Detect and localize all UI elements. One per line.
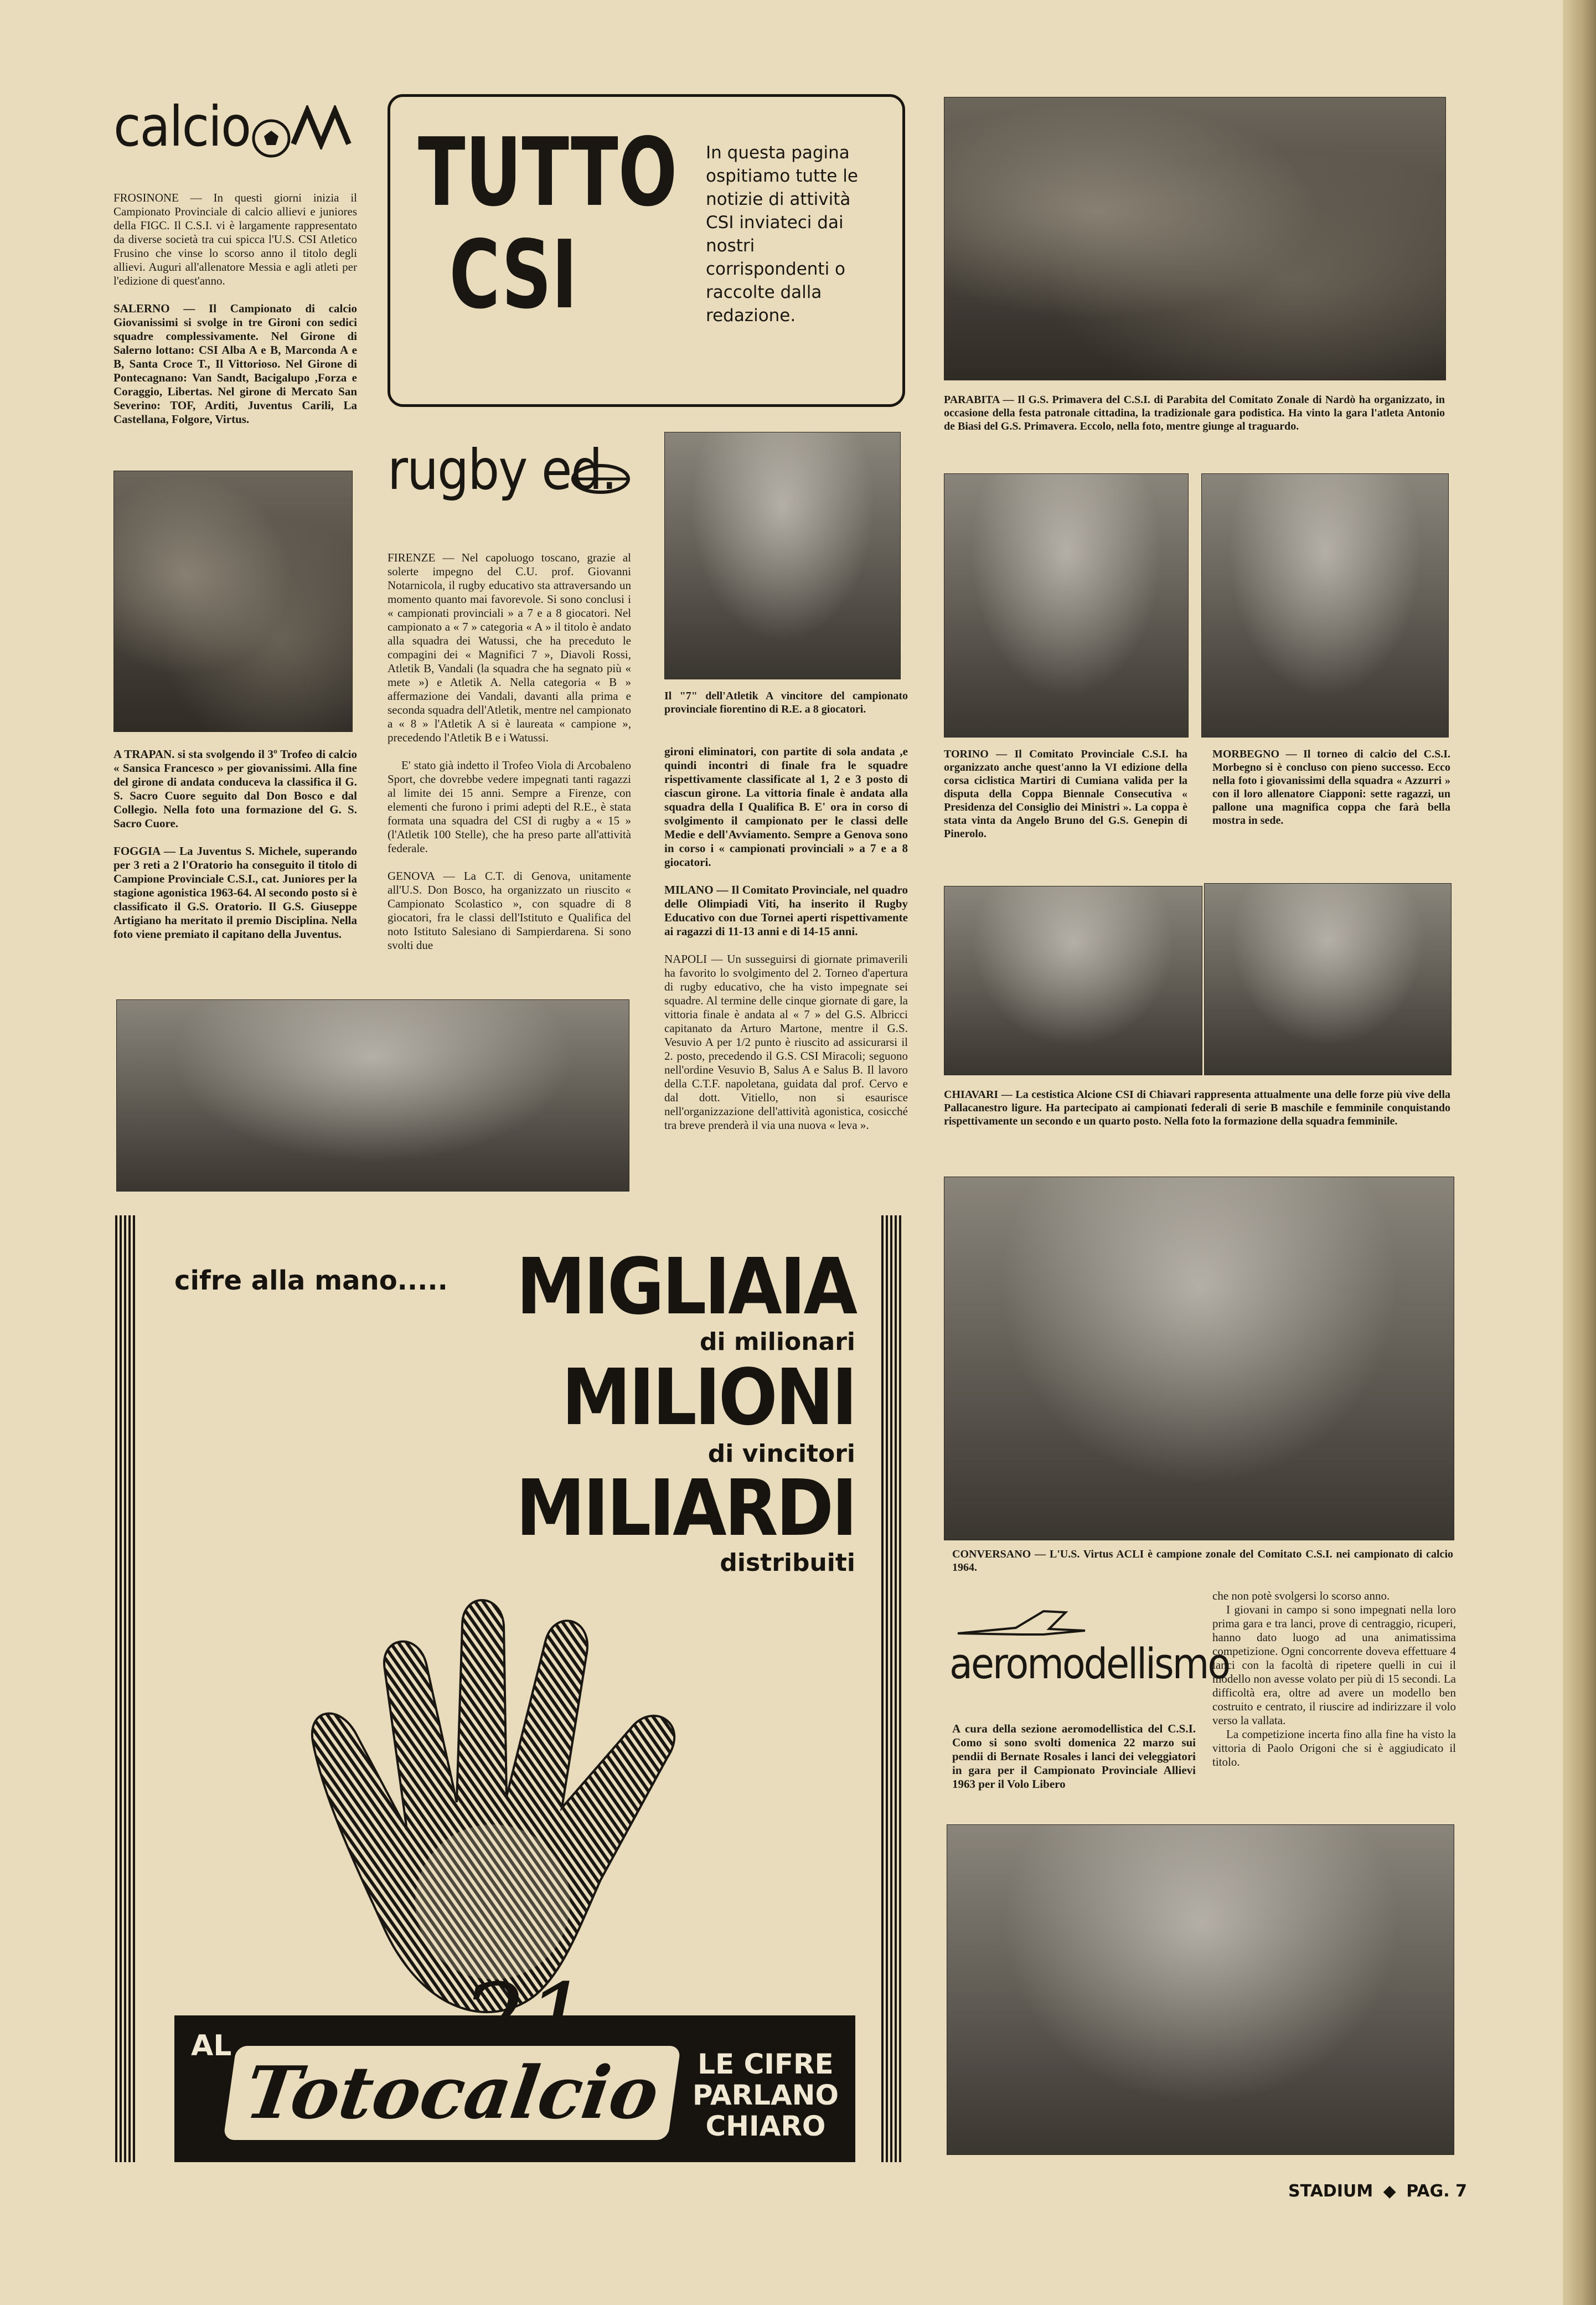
aero-article-left: A cura della sezione aeromodellistica del C.S.I. Como si sono svolti domenica 22 marzo sui pendii di Bernate Rosales i lanci dei veleggiatori in gara per il Campionato Provinciale Allievi 1963 per il Volo Libero — [952, 1722, 1196, 1791]
morbegno-caption: MORBEGNO — Il torneo di calcio del C.S.I. Morbegno si è concluso con pieno successo. Ecco nella foto i giovanissimi della squadra « Azzurri » con il loro allenatore Ciapponi: sette ragazzi, un pallone una magnifica coppa che farà bella mostra in sede. — [1212, 748, 1450, 827]
ad-tagline: cifre alla mano..... — [174, 1265, 448, 1296]
genova-continued: gironi eliminatori, con partite di sola andata ,e quindi incontri di finale fra le squadre rispettivamente classificate al 1, 2 e 3 posto di ciascun girone. La vittoria finale è andata alla squadra della I Qualifica B. E' ora in corso di svolgimento il campionato per le classi delle Medie e dell'Avviamento. Sempre a Genova sono in corso i « campionati provinciali » a 7 e a 8 giocatori. — [664, 745, 908, 869]
page-edge — [1563, 0, 1596, 2305]
slogan-line-2: PARLANO — [692, 2079, 839, 2111]
chiavari-team-photo-right — [1204, 883, 1452, 1075]
rugby-ball-icon — [570, 462, 631, 496]
napoli-article: NAPOLI — Un susseguirsi di giornate primaverili ha favorito lo svolgimento del 2. Torneo d'apertura di rugby educativo, che ha visto impegnate sei squadre. Al termine delle cinque giornate di gare, la vittoria finale è andata al « 7 » del G.S. Albricci capitanato da Arturo Martone, mentre il G.S. Vesuvio A per 1/2 punto è riuscito ad assicurarsi il 2. posto, precedendo il G.S. CSI Miracoli; seguono nell'ordine Vesuvio B, Salus A e Salus B. Il lavoro della C.T.F. napoletana, guidata dal prof. Cervo e dal dott. Vitiello, non si esaurisce nell'organizzazione dell'attività agonistica, cosicché tra breve prenderà il via una nuova « leva ». — [664, 952, 908, 1132]
totocalcio-logo: Totocalcio — [223, 2046, 681, 2140]
aeromodel-group-photo — [947, 1824, 1454, 2155]
title-line-tutto: TUTTO — [418, 118, 678, 228]
rugby-heading — [388, 437, 631, 520]
chiavari-team-photo-left — [944, 886, 1202, 1075]
genova-article: GENOVA — La C.T. di Genova, unitamente all'U.S. Don Bosco, ha organizzato un riuscito « Campionato Scolastico », con squadre di 8 giocatori, fra le classi dell'Istituto e Qualifica del noto Istituto Salesiano di Sampierdarena. Si sono svolti due — [388, 869, 631, 952]
totocalcio-ad — [174, 1226, 855, 2162]
title-line-csi: CSI — [449, 220, 577, 330]
footer-magazine: STADIUM — [1288, 2182, 1373, 2201]
ad-line-milioni: MILIONI — [561, 1353, 855, 1443]
foggia-article: FOGGIA — La Juventus S. Michele, superando per 3 reti a 2 l'Oratorio ha conseguito il titolo di Campione Provinciale C.S.I., cat. Juniores per la stagione agonistica 1963-64. Al secondo posto si è classificato il G.S. Oratorio. Il G.S. Giuseppe Artigiano ha meritato il premio Disciplina. Nella foto viene premiato il capitano della Juventus. — [113, 844, 357, 941]
goal-players-icon — [291, 105, 352, 149]
salerno-article: SALERNO — Il Campionato di calcio Giovanissimi si svolge in tre Gironi con sedici squadre complessivamente. Nel Girone di Salerno lottano: CSI Alba A e B, Marconda A e B, Santa Croce T., Il Vittorioso. Nel Girone di Pontecagnano: Van Sandt, Bacigalupo ,Forza e Coraggio, Libertas. Nel girone di Mercato San Severino: TOF, Arditi, Juventus Carili, La Castellana, Folgore, Virtus. — [113, 302, 357, 426]
ad-line-milioni-sub: di vincitori — [707, 1440, 855, 1468]
parabita-race-photo — [944, 97, 1446, 380]
aero-article-right-1: che non potè svolgersi lo scorso anno. — [1212, 1589, 1390, 1602]
trapani-caption: A TRAPAN. si sta svolgendo il 3º Trofeo di calcio « Sansica Francesco » per giovanissimi. Alla fine del girone di andata conduceva la classifica il G. S. Sacro Cuore seguito dal Don Bosco e dal Collegio. Nella foto una formazione del G. S. Sacro Cuore. — [113, 747, 357, 830]
conversano-team-photo — [944, 1177, 1454, 1540]
ad-line-migliaia-sub: di milionari — [699, 1328, 855, 1356]
ad-stripe-right — [881, 1215, 902, 2162]
parabita-caption: PARABITA — Il G.S. Primavera del C.S.I. di Parabita del Comitato Zonale di Nardò ha organizzato, in occasione della festa patronale cittadina, la tradizionale gara podistica. Ha vinto la gara l'atleta Antonio de Biasi del G.S. Primavera. Eccolo, nella foto, mentre giunge al traguardo. — [944, 394, 1445, 432]
torino-caption: TORINO — Il Comitato Provinciale C.S.I. ha organizzato anche quest'anno la VI edizione della corsa ciclistica Martiri di Cumiana valida per la disputa della Coppa Biennale Consecutiva « Presidenza del Consiglio dei Ministri ». La coppa è stata vinta da Angelo Bruno del G.S. Genepin di Pinerolo. — [944, 748, 1187, 840]
aero-article-right-2: I giovani in campo si sono impegnati nella loro prima gara e tra lanci, prove di centraggio, ricuperi, hanno dato luogo ad una animatissima competizione. Ogni concorrente doveva effettuare 4 lanci con la facoltà di ripetere quelli in cui il modello non avesse volato per più di 15 secondi. La difficoltà era, oltre ad avere un modello ben costruito e centrato, il riuscire ad indirizzare il volo verso la vallata. — [1212, 1603, 1456, 1727]
footer-separator-icon: ◆ — [1383, 2182, 1396, 2201]
milano-article: MILANO — Il Comitato Provinciale, nel quadro delle Olimpiadi Viti, ha inserito il Rugby Educativo con due Tornei aperti rispettivamente ai ragazzi di 11-13 anni e di 14-15 anni. — [664, 883, 908, 938]
atletik-team-photo — [664, 432, 901, 679]
calcio-heading — [113, 94, 357, 172]
slogan-line-1: LE CIFRE — [698, 2048, 834, 2080]
aero-article-right-3: La competizione incerta fino alla fine ha visto la vittoria di Paolo Origoni che si è aggiudicato il titolo. — [1212, 1728, 1456, 1768]
rugby-logo-text: rugby ed. — [388, 437, 617, 502]
aeromodellismo-logo-text: aeromodellismo — [949, 1639, 1230, 1688]
frosinone-article: FROSINONE — In questi giorni inizia il Campionato Provinciale di calcio allievi e juniores della FIGC. Il C.S.I. vi è largamente rappresentato da diverse società tra cui spicca l'U.S. CSI Atletico Frusino che vinse lo scorso anno il titolo degli allievi. Auguri all'allenatore Messia e agli atleti per l'edizione di quest'anno. — [113, 191, 357, 287]
conversano-caption: CONVERSANO — L'U.S. Virtus ACLI è campione zonale del Comitato C.S.I. nei campionato di calcio 1964. — [952, 1548, 1453, 1574]
footer-page-number: PAG. 7 — [1406, 2182, 1467, 2201]
chiavari-caption: CHIAVARI — La cestistica Alcione CSI di Chiavari rappresenta attualmente una delle forze più vive della Pallacanestro ligure. Ha partecipato ai campionati federali di serie B maschile e femminile conquistando rispettivamente un secondo e un quarto posto. Nella foto la formazione della squadra femminile. — [944, 1089, 1450, 1127]
ad-stripe-left — [115, 1215, 136, 2162]
tutto-csi-box — [388, 94, 905, 407]
slogan-line-3: CHIARO — [705, 2110, 826, 2142]
csi-intro-text: In questa pagina ospitiamo tutte le notizie di attività CSI inviateci dai nostri corrispondenti o raccolte dalla redazione. — [706, 143, 858, 326]
tutto-csi-title — [418, 118, 678, 330]
firenze-article: FIRENZE — Nel capoluogo toscano, grazie al solerte impegno del C.U. prof. Giovanni Notarnicola, il rugby educativo sta attraversando un momento quanto mai favorevole. Si sono conclusi i « campionati provinciali » a 7 e a 8 giocatori. Nel campionato a « 7 » categoria « A » il titolo è andato alla squadra dei Watussi, che ha preceduto le compagini dei « Magnifici 7 », Diavoli Rossi, Atletik B, Vandali (la squadra che ha segnato più « mete ») e Atletik A. Nella categoria « B » affermazione dei Vandali, davanti alla prima e seconda squadra dell'Atletik, mentre nel campionato a « 8 » l'Atletik A si è laureata « campione », precedendo l'Atletik B e i Watussi. — [388, 551, 631, 744]
ad-line-miliardi: MILIARDI — [515, 1463, 855, 1554]
ad-line-miliardi-sub: distribuiti — [720, 1549, 855, 1577]
trofeo-article: E' stato già indetto il Trofeo Viola di Arcobaleno Sport, che dovrebbe vedere impegnati tanti ragazzi al limite dei 15 anni. Sempre a Firenze, con elementi che furono i primi adepti del R.E., è stata formata una squadra del CSI di rugby a « 15 » (l'Atletik 100 Stelle), che ha preso parte all'attività federale. — [388, 759, 631, 855]
torino-cycling-photo — [944, 473, 1189, 738]
morbegno-team-photo — [1201, 473, 1449, 738]
ad-al-label: AL — [191, 2029, 232, 2062]
calcio-logo-text: calcio — [113, 94, 251, 159]
ad-slogan — [693, 2049, 839, 2142]
aeromodellismo-heading — [949, 1606, 1230, 1694]
foggia-award-photo — [116, 999, 629, 1192]
atletik-caption: Il "7" dell'Atletik A vincitore del campionato provinciale fiorentino di R.E. a 8 giocatori. — [664, 690, 908, 715]
page-footer — [1268, 2182, 1467, 2201]
trapani-team-photo — [113, 471, 353, 732]
ad-bottom-band — [174, 2015, 855, 2162]
ad-line-migliaia: MIGLIAIA — [516, 1242, 855, 1332]
soccer-ball-icon — [249, 116, 293, 161]
